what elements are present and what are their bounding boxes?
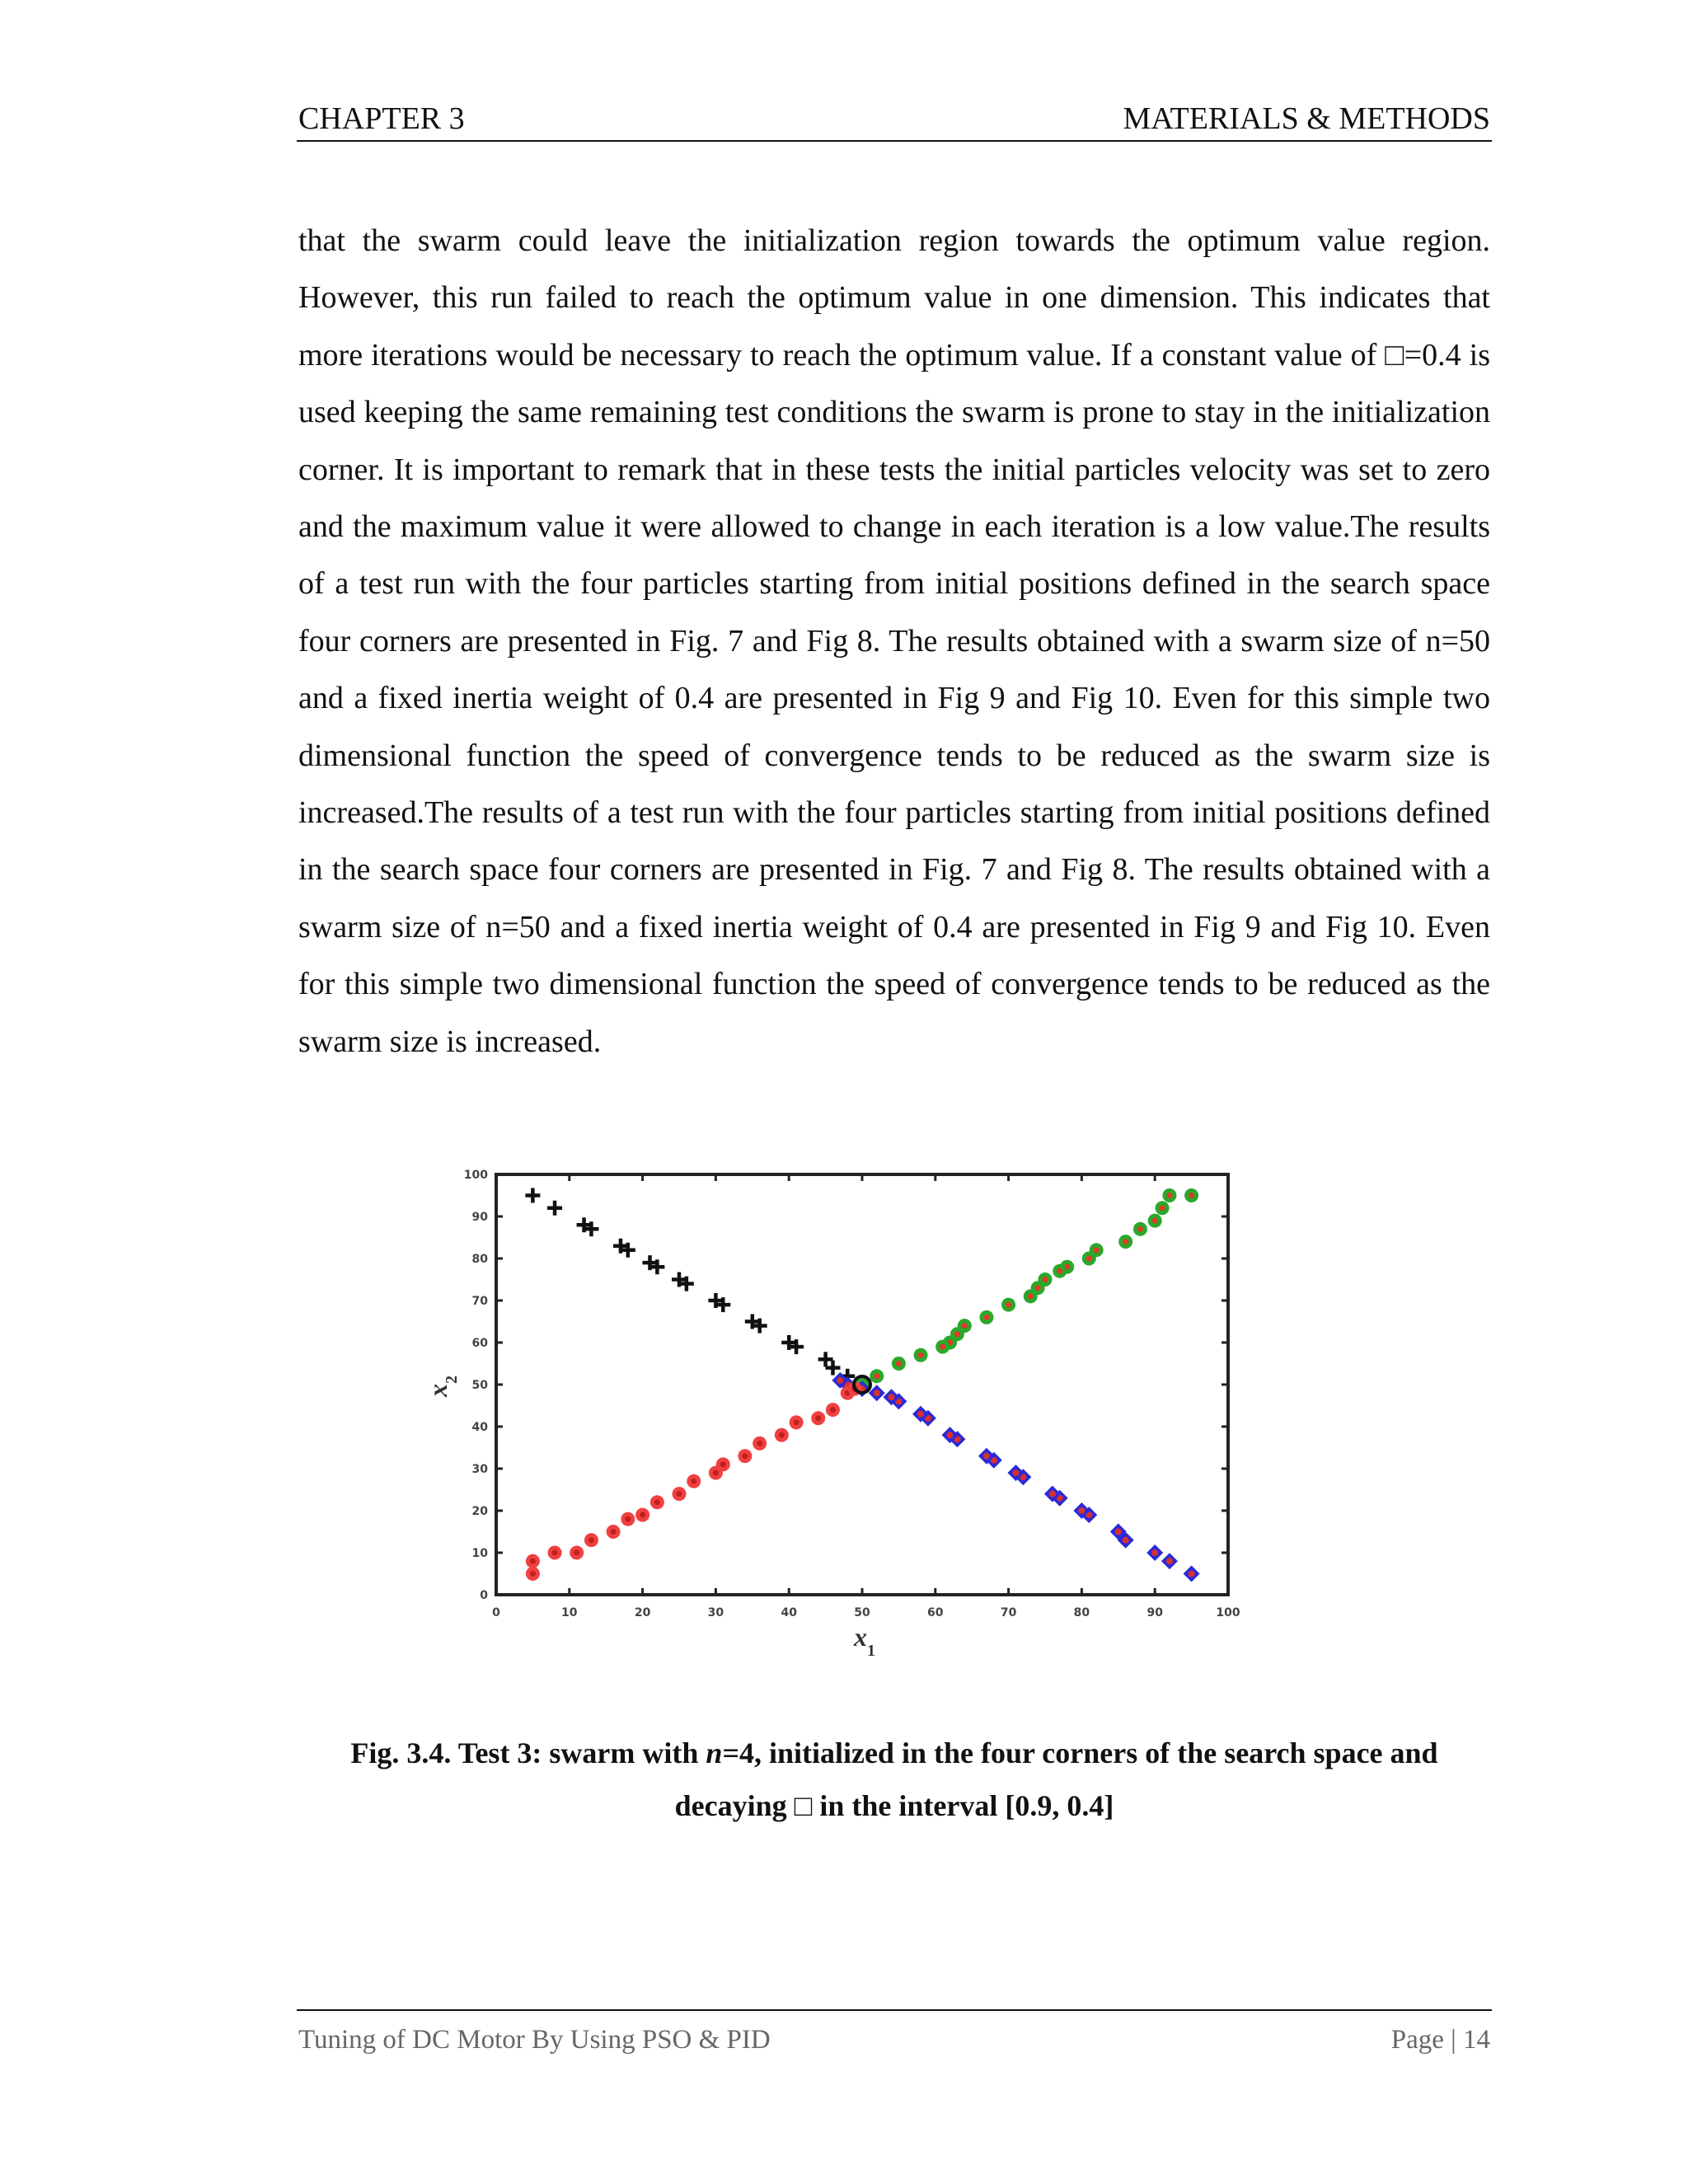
data-point-center — [530, 1571, 536, 1577]
series-particle-upper-left — [525, 1188, 870, 1393]
data-point-center — [720, 1461, 726, 1467]
y-axis-label-sub: 2 — [443, 1376, 461, 1384]
data-point-center — [1012, 1469, 1019, 1476]
body-paragraph: that the swarm could leave the initialization region towards the optimum value region. However, this run failed to reach the optimum value in one dimension. This indicates that more iterations would be necessary to reach the optimum value. If a constant value of □=0.4 is used keeping the same remaining test conditions the swarm is prone to stay in the initialization corner. It is important to remark that in these tests the initial particles velocity was set to zero and the maximum value it were allowed to change in each iteration is a low value.The results of a test run with the four particles starting from initial positions defined in the search space four corners are presented in Fig. 7 and Fig 8. The results obtained with a swarm size of n=50 and a fixed inertia weight of 0.4 are presented in Fig 9 and Fig 10. Even for this simple two dimensional function the speed of convergence tends to be reduced as the swarm size is increased.The results of a test run with the four particles starting from initial positions defined in the search space four corners are presented in Fig. 7 and Fig 8. The results obtained with a swarm size of n=50 and a fixed inertia weight of 0.4 are presented in Fig 9 and Fig 10. Even for this simple two dimensional function the speed of convergence tends to be reduced as the swarm size is increased. — [298, 223, 1490, 1059]
data-point-center — [1028, 1293, 1034, 1299]
x-tick-label: 70 — [1000, 1606, 1017, 1619]
x-axis-label-sub: 1 — [867, 1642, 875, 1660]
y-axis-label: x — [423, 1384, 452, 1397]
page-footer — [297, 2009, 1492, 2059]
data-point-center — [1078, 1507, 1085, 1514]
scatter-chart — [412, 1158, 1269, 1669]
page-header — [297, 97, 1492, 142]
x-tick-label: 10 — [561, 1606, 578, 1619]
data-point-center — [794, 1419, 799, 1425]
data-point-center — [1166, 1558, 1173, 1564]
y-tick-label: 100 — [463, 1169, 488, 1182]
y-tick-label: 10 — [471, 1547, 488, 1560]
data-point-center — [815, 1415, 821, 1421]
data-point-center — [837, 1377, 843, 1384]
data-point-center — [1123, 1239, 1128, 1244]
footer-title: Tuning of DC Motor By Using PSO & PID — [298, 2025, 771, 2055]
data-point-center — [830, 1407, 836, 1413]
data-point-center — [983, 1453, 990, 1460]
data-point-center — [1057, 1268, 1062, 1274]
caption-line-2: decaying □ in the interval [0.9, 0.4] — [674, 1789, 1114, 1822]
y-tick-label: 40 — [471, 1421, 488, 1434]
data-point-plus — [818, 1352, 833, 1366]
x-tick-label: 100 — [1216, 1606, 1240, 1619]
data-point-center — [940, 1344, 945, 1350]
x-tick-label: 20 — [634, 1606, 651, 1619]
data-point-center — [677, 1491, 682, 1497]
data-point-center — [983, 1315, 989, 1320]
y-tick-label: 30 — [471, 1463, 488, 1476]
data-point-center — [640, 1512, 645, 1518]
series-particle-upper-right — [856, 1188, 1199, 1392]
y-tick-label: 90 — [471, 1211, 488, 1224]
data-point-center — [691, 1479, 696, 1484]
data-point-center — [1189, 1193, 1194, 1198]
data-point-center — [1189, 1571, 1195, 1577]
data-point-center — [654, 1499, 660, 1505]
x-tick-label: 40 — [781, 1606, 797, 1619]
data-point-center — [574, 1550, 579, 1556]
data-point-center — [1137, 1226, 1143, 1232]
y-tick-label: 80 — [471, 1253, 488, 1266]
y-tick-label: 60 — [471, 1337, 488, 1350]
data-point-center — [552, 1550, 558, 1556]
data-point-center — [1152, 1218, 1158, 1224]
data-point-center — [757, 1441, 762, 1446]
data-point-center — [1160, 1205, 1165, 1211]
x-tick-label: 80 — [1073, 1606, 1090, 1619]
caption-line-1: Fig. 3.4. Test 3: swarm with n=4, initialized in the four corners of the search space and — [350, 1736, 1438, 1769]
data-point-center — [611, 1529, 617, 1535]
y-tick-label: 70 — [471, 1295, 488, 1308]
x-axis-label: x — [854, 1622, 867, 1652]
data-point-center — [917, 1411, 924, 1418]
data-point-center — [896, 1361, 902, 1366]
y-tick-label: 20 — [471, 1505, 488, 1518]
data-point-center — [1123, 1537, 1129, 1544]
data-point-center — [1049, 1491, 1056, 1497]
data-point-center — [947, 1432, 954, 1438]
data-point-center — [742, 1453, 748, 1459]
page-number: Page | 14 — [1390, 2025, 1490, 2055]
x-tick-label: 60 — [927, 1606, 944, 1619]
data-point-center — [962, 1323, 968, 1329]
figure-caption — [298, 1727, 1490, 1832]
series-particle-lower-right — [832, 1372, 1199, 1582]
data-point-center — [1035, 1285, 1041, 1291]
x-tick-label: 90 — [1146, 1606, 1163, 1619]
x-tick-label: 0 — [492, 1606, 500, 1619]
data-point-center — [1094, 1247, 1100, 1253]
data-point-center — [889, 1394, 895, 1400]
y-tick-label: 0 — [480, 1589, 488, 1602]
data-point-center — [1166, 1193, 1172, 1198]
x-tick-label: 30 — [707, 1606, 724, 1619]
data-point-center — [874, 1373, 879, 1379]
data-point-center — [530, 1558, 536, 1564]
data-point-center — [1115, 1529, 1122, 1535]
data-point-center — [1006, 1302, 1011, 1308]
data-point-center — [1151, 1549, 1158, 1556]
data-point-plus — [547, 1201, 562, 1216]
data-point-center — [954, 1331, 960, 1337]
data-point-center — [1086, 1256, 1092, 1262]
data-point-center — [874, 1390, 880, 1396]
data-point-center — [918, 1352, 924, 1358]
y-tick-label: 50 — [471, 1379, 488, 1392]
caption-variable: n — [706, 1736, 723, 1769]
data-point-center — [625, 1516, 631, 1522]
data-point-center — [588, 1537, 594, 1543]
series-particle-lower-left — [526, 1382, 862, 1581]
data-point-center — [1043, 1277, 1048, 1282]
data-point-center — [713, 1470, 719, 1476]
y-axis-title — [423, 1376, 461, 1398]
x-tick-label: 50 — [854, 1606, 870, 1619]
figure-scatter — [412, 1158, 1269, 1673]
data-point-plus — [825, 1361, 840, 1376]
data-point-plus — [525, 1188, 540, 1203]
section-title: MATERIALS & METHODS — [1123, 101, 1490, 136]
data-point-center — [779, 1432, 785, 1438]
chapter-label: CHAPTER 3 — [298, 101, 465, 136]
